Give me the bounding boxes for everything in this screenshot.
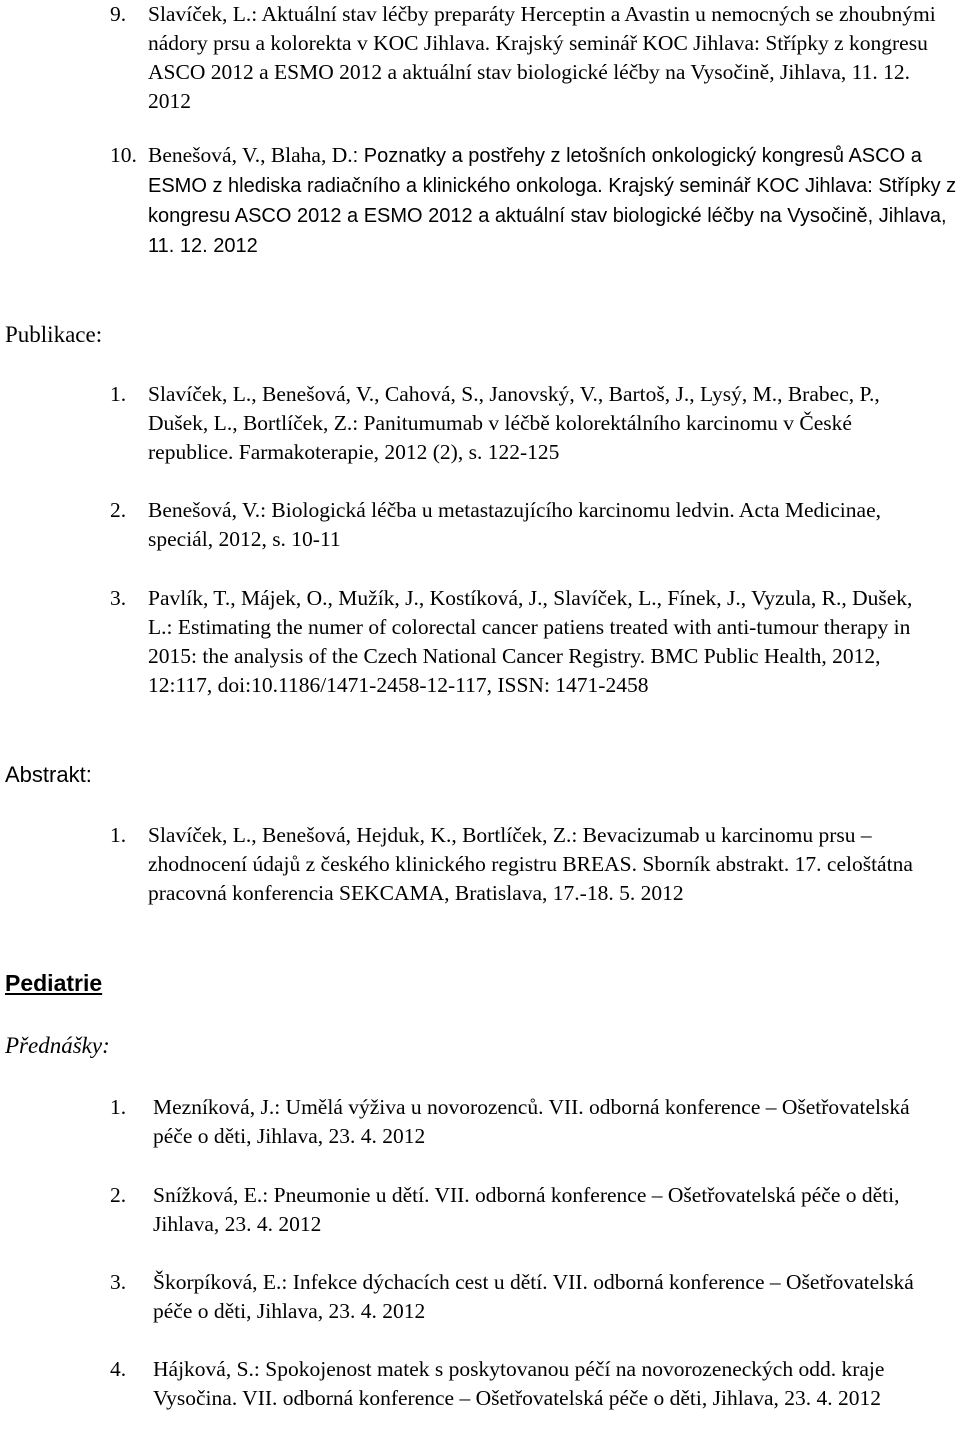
list-number: 2.	[110, 1183, 127, 1207]
list-number: 1.	[110, 382, 127, 406]
prednasky-item-4	[110, 1355, 958, 1413]
list-number: 4.	[110, 1357, 127, 1381]
list-number: 10.	[110, 143, 137, 167]
list-number: 2.	[110, 498, 127, 522]
pre-list-item-9	[110, 0, 958, 116]
publikace-item-2	[110, 496, 930, 554]
abstrakt-heading: Abstrakt:	[5, 762, 92, 787]
list-number: 9.	[110, 2, 127, 26]
reference-title: : Poznatky a postřehy z letošních onkologický kongresů ASCO a ESMO z hlediska radiačního a klinického onkologa. Krajský seminář KOC Jihlava: Střípky z kongresu ASCO 2012 a ESMO 2012 a aktuální stav biologické léčby na Vysočině, Jihlava, 11. 12. 2012	[148, 145, 957, 257]
pre-list-item-10	[110, 141, 958, 261]
list-number: 3.	[110, 1270, 127, 1294]
reference-text: Mezníková, J.: Umělá výživa u novorozenců. VII. odborná konference – Ošetřovatelská péče o děti, Jihlava, 23. 4. 2012	[153, 1095, 910, 1148]
reference-text: Snížková, E.: Pneumonie u dětí. VII. odborná konference – Ošetřovatelská péče o děti, Jihlava, 23. 4. 2012	[153, 1183, 900, 1236]
reference-text: Hájková, S.: Spokojenost matek s poskytovanou péčí na novorozeneckých odd. kraje Vysočina. VII. odborná konference – Ošetřovatelská péče o děti, Jihlava, 23. 4. 2012	[153, 1357, 885, 1410]
prednasky-item-2	[110, 1181, 930, 1239]
reference-authors: Benešová, V., Blaha, D.	[148, 143, 353, 167]
list-number: 3.	[110, 586, 127, 610]
publikace-heading: Publikace:	[5, 322, 103, 347]
prednasky-item-1	[110, 1093, 930, 1151]
reference-text: Slavíček, L., Benešová, Hejduk, K., Bortlíček, Z.: Bevacizumab u karcinomu prsu – zhodnocení údajů z českého klinického registru BREAS. Sborník abstrakt. 17. celoštátna pracovná konferencia SEKCAMA, Bratislava, 17.-18. 5. 2012	[148, 823, 913, 905]
section-title: Pediatrie	[5, 970, 103, 996]
list-number: 1.	[110, 823, 127, 847]
abstrakt-item-1	[110, 821, 958, 908]
reference-text: Škorpíková, E.: Infekce dýchacích cest u dětí. VII. odborná konference – Ošetřovatelská péče o děti, Jihlava, 23. 4. 2012	[153, 1270, 914, 1323]
reference-text: Slavíček, L., Benešová, V., Cahová, S., Janovský, V., Bartoš, J., Lysý, M., Brabec, P., Dušek, L., Bortlíček, Z.: Panitumumab v léčbě kolorektálního karcinomu v České republice. Farmakoterapie, 2012 (2), s. 122-125	[148, 382, 880, 464]
reference-text	[110, 141, 958, 261]
list-number: 1.	[110, 1095, 127, 1119]
prednasky-heading: Přednášky:	[5, 1033, 110, 1058]
reference-text: Pavlík, T., Májek, O., Mužík, J., Kostíková, J., Slavíček, L., Fínek, J., Vyzula, R., Dušek, L.: Estimating the numer of colorectal cancer patiens treated with anti-tumour therapy in 2015: the analysis of the Czech National Cancer Registry. BMC Public Health, 2012, 12:117, doi:10.1186/1471-2458-12-117, ISSN: 1471-2458	[148, 586, 913, 697]
prednasky-item-3	[110, 1268, 930, 1326]
reference-text: Slavíček, L.: Aktuální stav léčby preparáty Herceptin a Avastin u nemocných se zhoubnými nádory prsu a kolorekta v KOC Jihlava. Krajský seminář KOC Jihlava: Střípky z kongresu ASCO 2012 a ESMO 2012 a aktuální stav biologické léčby na Vysočině, Jihlava, 11. 12. 2012	[148, 2, 936, 113]
publikace-item-3	[110, 584, 930, 700]
reference-text: Benešová, V.: Biologická léčba u metastazujícího karcinomu ledvin. Acta Medicinae, speciál, 2012, s. 10-11	[148, 498, 881, 551]
publikace-item-1	[110, 380, 930, 467]
